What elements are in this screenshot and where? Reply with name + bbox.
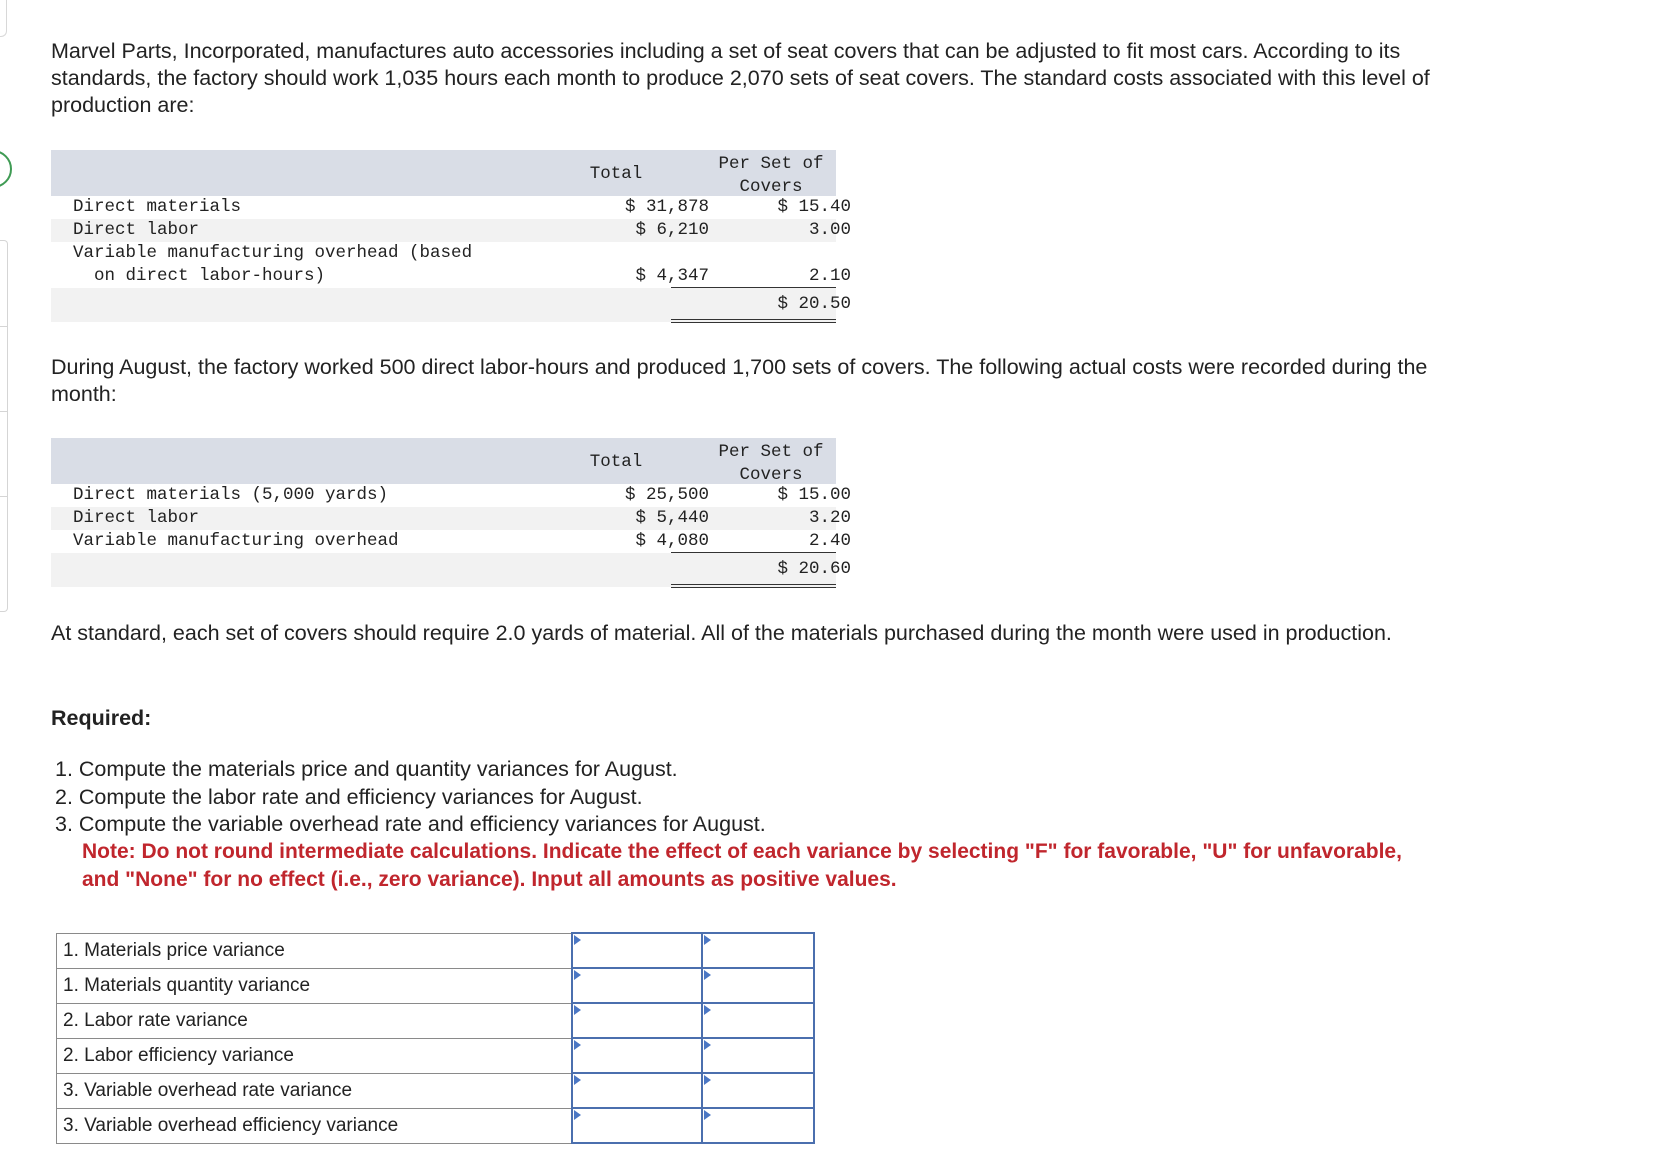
amount-input[interactable] xyxy=(572,1003,702,1038)
table-header xyxy=(51,150,836,196)
row-total: $ 5,440 xyxy=(635,508,709,528)
row-per-set: 2.10 xyxy=(808,266,851,286)
answer-table xyxy=(56,932,815,1144)
table-row xyxy=(51,530,851,553)
header-total: Total xyxy=(589,452,643,472)
cell-marker-icon xyxy=(574,970,581,980)
row-total: $ 31,878 xyxy=(624,197,709,217)
double-underline xyxy=(671,584,836,588)
table-row xyxy=(51,219,851,242)
amount-input[interactable] xyxy=(572,933,702,968)
amount-input[interactable] xyxy=(572,1038,702,1073)
header-per-line1: Per Set of xyxy=(718,154,824,174)
header-per-set xyxy=(706,153,836,199)
table-row xyxy=(57,1108,815,1143)
standard-cost-table xyxy=(51,150,851,322)
header-per-line1: Per Set of xyxy=(718,442,824,462)
double-underline xyxy=(671,319,836,323)
august-paragraph: During August, the factory worked 500 direct labor-hours and produced 1,700 sets of covers. The following actual costs were recorded during the month: xyxy=(51,355,1428,406)
row-label: Direct materials xyxy=(73,197,242,217)
effect-select[interactable] xyxy=(702,933,814,968)
effect-select[interactable] xyxy=(702,1108,814,1143)
requirement-item: 1. Compute the materials price and quantity variances for August. xyxy=(55,757,678,781)
cell-marker-icon xyxy=(704,1005,711,1015)
row-label-line1: Variable manufacturing overhead (based xyxy=(73,243,473,263)
table-row xyxy=(57,1073,815,1108)
row-total: $ 25,500 xyxy=(624,485,709,505)
row-total: $ 4,347 xyxy=(635,266,709,286)
row-label xyxy=(73,242,472,288)
table-row xyxy=(57,1038,815,1073)
row-label: Variable manufacturing overhead xyxy=(73,531,399,551)
cell-marker-icon xyxy=(574,1110,581,1120)
cell-marker-icon xyxy=(574,1040,581,1050)
effect-select[interactable] xyxy=(702,1038,814,1073)
table-row xyxy=(57,1003,815,1038)
row-per-set: 3.00 xyxy=(808,220,851,240)
progress-circle-icon xyxy=(0,150,12,188)
row-label-line2: on direct labor-hours) xyxy=(73,266,326,286)
actual-cost-table xyxy=(51,438,851,587)
amount-input[interactable] xyxy=(572,968,702,1003)
variance-label: 1. Materials price variance xyxy=(57,933,573,968)
header-per-line2: Covers xyxy=(739,465,803,485)
cell-marker-icon xyxy=(574,935,581,945)
effect-select[interactable] xyxy=(702,1003,814,1038)
table-row xyxy=(51,507,851,530)
variance-label: 2. Labor efficiency variance xyxy=(57,1038,573,1073)
table-row xyxy=(51,196,851,219)
amount-input[interactable] xyxy=(572,1073,702,1108)
header-per-set xyxy=(706,441,836,487)
table-row xyxy=(51,484,851,507)
instruction-note: Note: Do not round intermediate calculations. Indicate the effect of each variance by selecting "F" for favorable, "U" for unfavorable, and "None" for no effect (i.e., zero variance). Input all amounts as positive values. xyxy=(82,840,1402,891)
side-panel-edge xyxy=(0,240,8,612)
effect-select[interactable] xyxy=(702,968,814,1003)
cell-marker-icon xyxy=(574,1075,581,1085)
requirement-item: 2. Compute the labor rate and efficiency variances for August. xyxy=(55,784,643,809)
row-per-set: 3.20 xyxy=(808,508,851,528)
row-total: $ 6,210 xyxy=(635,220,709,240)
table-row xyxy=(51,242,851,288)
variance-label: 2. Labor rate variance xyxy=(57,1003,573,1038)
cell-marker-icon xyxy=(704,1075,711,1085)
per-set-total: $ 20.60 xyxy=(777,559,851,579)
variance-label: 3. Variable overhead efficiency variance xyxy=(57,1108,573,1143)
intro-paragraph: Marvel Parts, Incorporated, manufactures auto accessories including a set of seat covers that can be adjusted to fit most cars. According to its standards, the factory should work 1,035 hours each month to produce 2,070 sets of seat covers. The standard costs associated with this level of production are: xyxy=(51,39,1430,117)
total-row xyxy=(51,553,851,587)
edge-card-corner xyxy=(0,0,7,37)
required-heading: Required: xyxy=(51,706,152,730)
row-total: $ 4,080 xyxy=(635,531,709,551)
row-per-set: $ 15.00 xyxy=(777,485,851,505)
total-row xyxy=(51,288,851,322)
standard-note-paragraph: At standard, each set of covers should require 2.0 yards of material. All of the materials purchased during the month were used in production. xyxy=(51,621,1392,645)
cell-marker-icon xyxy=(704,935,711,945)
effect-select[interactable] xyxy=(702,1073,814,1108)
cell-marker-icon xyxy=(704,970,711,980)
amount-input[interactable] xyxy=(572,1108,702,1143)
table-row xyxy=(57,933,815,968)
row-label: Direct labor xyxy=(73,220,200,240)
table-header xyxy=(51,438,836,484)
header-total: Total xyxy=(589,164,643,184)
variance-label: 3. Variable overhead rate variance xyxy=(57,1073,573,1108)
variance-label: 1. Materials quantity variance xyxy=(57,968,573,1003)
per-set-total: $ 20.50 xyxy=(777,294,851,314)
row-per-set: $ 15.40 xyxy=(777,197,851,217)
cell-marker-icon xyxy=(574,1005,581,1015)
row-per-set: 2.40 xyxy=(808,531,851,551)
header-per-line2: Covers xyxy=(739,177,803,197)
cell-marker-icon xyxy=(704,1040,711,1050)
requirement-item: 3. Compute the variable overhead rate and efficiency variances for August. xyxy=(55,812,766,836)
row-label: Direct labor xyxy=(73,508,200,528)
row-label: Direct materials (5,000 yards) xyxy=(73,485,389,505)
requirements-list xyxy=(55,756,766,839)
table-row xyxy=(57,968,815,1003)
cell-marker-icon xyxy=(704,1110,711,1120)
